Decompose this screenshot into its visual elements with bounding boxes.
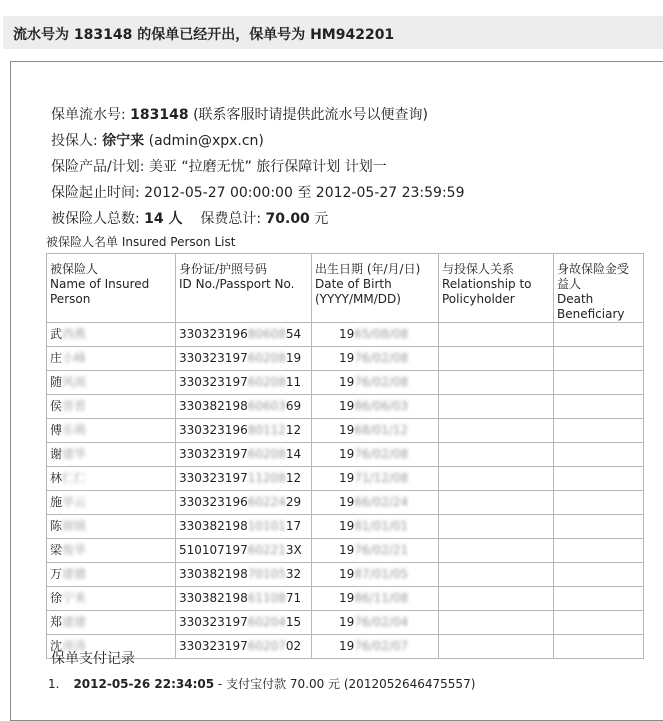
beneficiary-cell	[554, 467, 644, 491]
id-number-cell: 510107197602213X	[176, 539, 312, 563]
table-row	[47, 563, 644, 587]
premium-value: 70.00	[265, 211, 310, 227]
insured-list-caption: 被保险人名单 Insured Person List	[46, 235, 236, 249]
id-number-cell: 3303231976020811	[176, 371, 312, 395]
table-row	[47, 419, 644, 443]
beneficiary-cell	[554, 371, 644, 395]
serial-label: 保单流水号:	[51, 107, 131, 123]
id-number-cell: 3303231971120812	[176, 467, 312, 491]
relationship-cell	[439, 443, 554, 467]
beneficiary-cell	[554, 563, 644, 587]
beneficiary-cell	[554, 491, 644, 515]
relationship-cell	[439, 467, 554, 491]
insured-name-cell: 万建德	[47, 563, 176, 587]
date-of-birth-cell: 1966/02/24	[312, 491, 439, 515]
serial-line	[51, 104, 428, 124]
beneficiary-cell	[554, 443, 644, 467]
id-number-cell: 3303821986060369	[176, 395, 312, 419]
holder-label: 投保人:	[51, 133, 103, 149]
header-policy-number: HM942201	[310, 27, 395, 43]
insured-name-cell: 陈锦锦	[47, 515, 176, 539]
relationship-cell	[439, 587, 554, 611]
relationship-cell	[439, 515, 554, 539]
beneficiary-cell	[554, 611, 644, 635]
date-of-birth-cell: 1976/02/08	[312, 443, 439, 467]
relationship-cell	[439, 371, 554, 395]
id-number-cell: 3303231976020819	[176, 347, 312, 371]
payment-item-number: 1.	[48, 677, 60, 691]
count-label: 被保险人总数:	[51, 211, 145, 227]
payment-record-title: 保单支付记录	[51, 651, 135, 667]
date-of-birth-cell: 1971/12/08	[312, 467, 439, 491]
relationship-cell	[439, 635, 554, 659]
insured-name-cell: 武西燕	[47, 323, 176, 347]
relationship-cell	[439, 419, 554, 443]
beneficiary-cell	[554, 539, 644, 563]
product-line	[51, 156, 387, 176]
coverage-period-line	[51, 182, 464, 202]
id-number-cell: 3303231976020702	[176, 635, 312, 659]
payment-description: - 支付宝付款 70.00 元 (2012052646475557)	[217, 677, 476, 691]
id-number-cell: 3303231968060854	[176, 323, 312, 347]
header-middle: 的保单已经开出，保单号为	[137, 27, 306, 43]
table-row	[47, 587, 644, 611]
insured-name-cell: 侯晋晋	[47, 395, 176, 419]
totals-line	[51, 208, 328, 228]
period-start: 2012-05-27 00:00:00	[144, 185, 293, 201]
holder-name: 徐宁来	[102, 133, 145, 149]
header-relationship: 与投保人关系 Relationship to Policyholder	[439, 254, 554, 323]
policyholder-line	[51, 130, 264, 150]
insured-name-cell: 沈涛涛	[47, 635, 176, 659]
date-of-birth-cell: 1987/01/05	[312, 563, 439, 587]
beneficiary-cell	[554, 419, 644, 443]
table-row	[47, 467, 644, 491]
relationship-cell	[439, 395, 554, 419]
relationship-cell	[439, 347, 554, 371]
payment-time: 2012-05-26 22:34:05	[73, 677, 215, 691]
table-row	[47, 539, 644, 563]
serial-note: (联系客服时请提供此流水号以便查询)	[193, 107, 429, 123]
date-of-birth-cell: 1986/11/08	[312, 587, 439, 611]
date-of-birth-cell: 1965/08/08	[312, 323, 439, 347]
header-id-number: 身份证/护照号码 ID No./Passport No.	[176, 254, 312, 323]
id-number-cell: 3303821987010532	[176, 563, 312, 587]
header-date-of-birth: 出生日期 (年/月/日) Date of Birth (YYYY/MM/DD)	[312, 254, 439, 323]
relationship-cell	[439, 491, 554, 515]
beneficiary-cell	[554, 635, 644, 659]
serial-value: 183148	[130, 107, 189, 123]
beneficiary-cell	[554, 347, 644, 371]
id-number-cell: 3303821986110871	[176, 587, 312, 611]
date-of-birth-cell: 1976/02/08	[312, 371, 439, 395]
payment-record-item	[48, 675, 475, 692]
header-beneficiary: 身故保险金受益人 Death Beneficiary	[554, 254, 644, 323]
insured-name-cell: 徐宁来	[47, 587, 176, 611]
relationship-cell	[439, 611, 554, 635]
holder-email: (admin@xpx.cn)	[148, 133, 264, 149]
insured-person-rows	[47, 323, 644, 659]
insured-person-table	[46, 253, 644, 659]
header-prefix: 流水号为	[13, 27, 69, 43]
premium-label: 保费总计:	[200, 211, 266, 227]
period-end: 2012-05-27 23:59:59	[315, 185, 465, 201]
premium-unit: 元	[314, 211, 329, 227]
date-of-birth-cell: 1976/02/04	[312, 611, 439, 635]
date-of-birth-cell: 1976/02/07	[312, 635, 439, 659]
insured-name-cell: 谢建华	[47, 443, 176, 467]
id-number-cell: 3303231976020415	[176, 611, 312, 635]
table-row	[47, 515, 644, 539]
beneficiary-cell	[554, 323, 644, 347]
table-row	[47, 323, 644, 347]
insured-name-cell: 施华云	[47, 491, 176, 515]
id-number-cell: 3303231976020814	[176, 443, 312, 467]
insured-name-cell: 梁俊华	[47, 539, 176, 563]
header-insured-name: 被保险人 Name of Insured Person	[47, 254, 176, 323]
period-to: 至	[297, 185, 312, 201]
beneficiary-cell	[554, 395, 644, 419]
insured-name-cell: 庄小峰	[47, 347, 176, 371]
relationship-cell	[439, 563, 554, 587]
relationship-cell	[439, 539, 554, 563]
insured-name-cell: 郑建建	[47, 611, 176, 635]
header-serial: 183148	[73, 27, 133, 43]
beneficiary-cell	[554, 515, 644, 539]
id-number-cell: 3303231968011212	[176, 419, 312, 443]
table-row	[47, 491, 644, 515]
date-of-birth-cell: 1986/06/03	[312, 395, 439, 419]
relationship-cell	[439, 323, 554, 347]
insured-name-cell: 林仁仁	[47, 467, 176, 491]
date-of-birth-cell: 1981/01/01	[312, 515, 439, 539]
product-label: 保险产品/计划:	[51, 159, 149, 175]
table-header-row	[47, 254, 644, 323]
table-row	[47, 443, 644, 467]
table-row	[47, 395, 644, 419]
table-row	[47, 635, 644, 659]
id-number-cell: 3303821981010117	[176, 515, 312, 539]
table-row	[47, 371, 644, 395]
product-value: 美亚 “拉磨无忧” 旅行保障计划 计划一	[148, 159, 387, 175]
date-of-birth-cell: 1976/02/21	[312, 539, 439, 563]
table-row	[47, 347, 644, 371]
date-of-birth-cell: 1968/01/12	[312, 419, 439, 443]
id-number-cell: 3303231966022429	[176, 491, 312, 515]
insured-name-cell: 傅乐萌	[47, 419, 176, 443]
date-of-birth-cell: 1976/02/08	[312, 347, 439, 371]
result-header	[3, 16, 663, 49]
table-row	[47, 611, 644, 635]
period-label: 保险起止时间:	[51, 185, 145, 201]
insured-name-cell: 随风雨	[47, 371, 176, 395]
beneficiary-cell	[554, 587, 644, 611]
count-value: 14 人	[144, 211, 183, 227]
